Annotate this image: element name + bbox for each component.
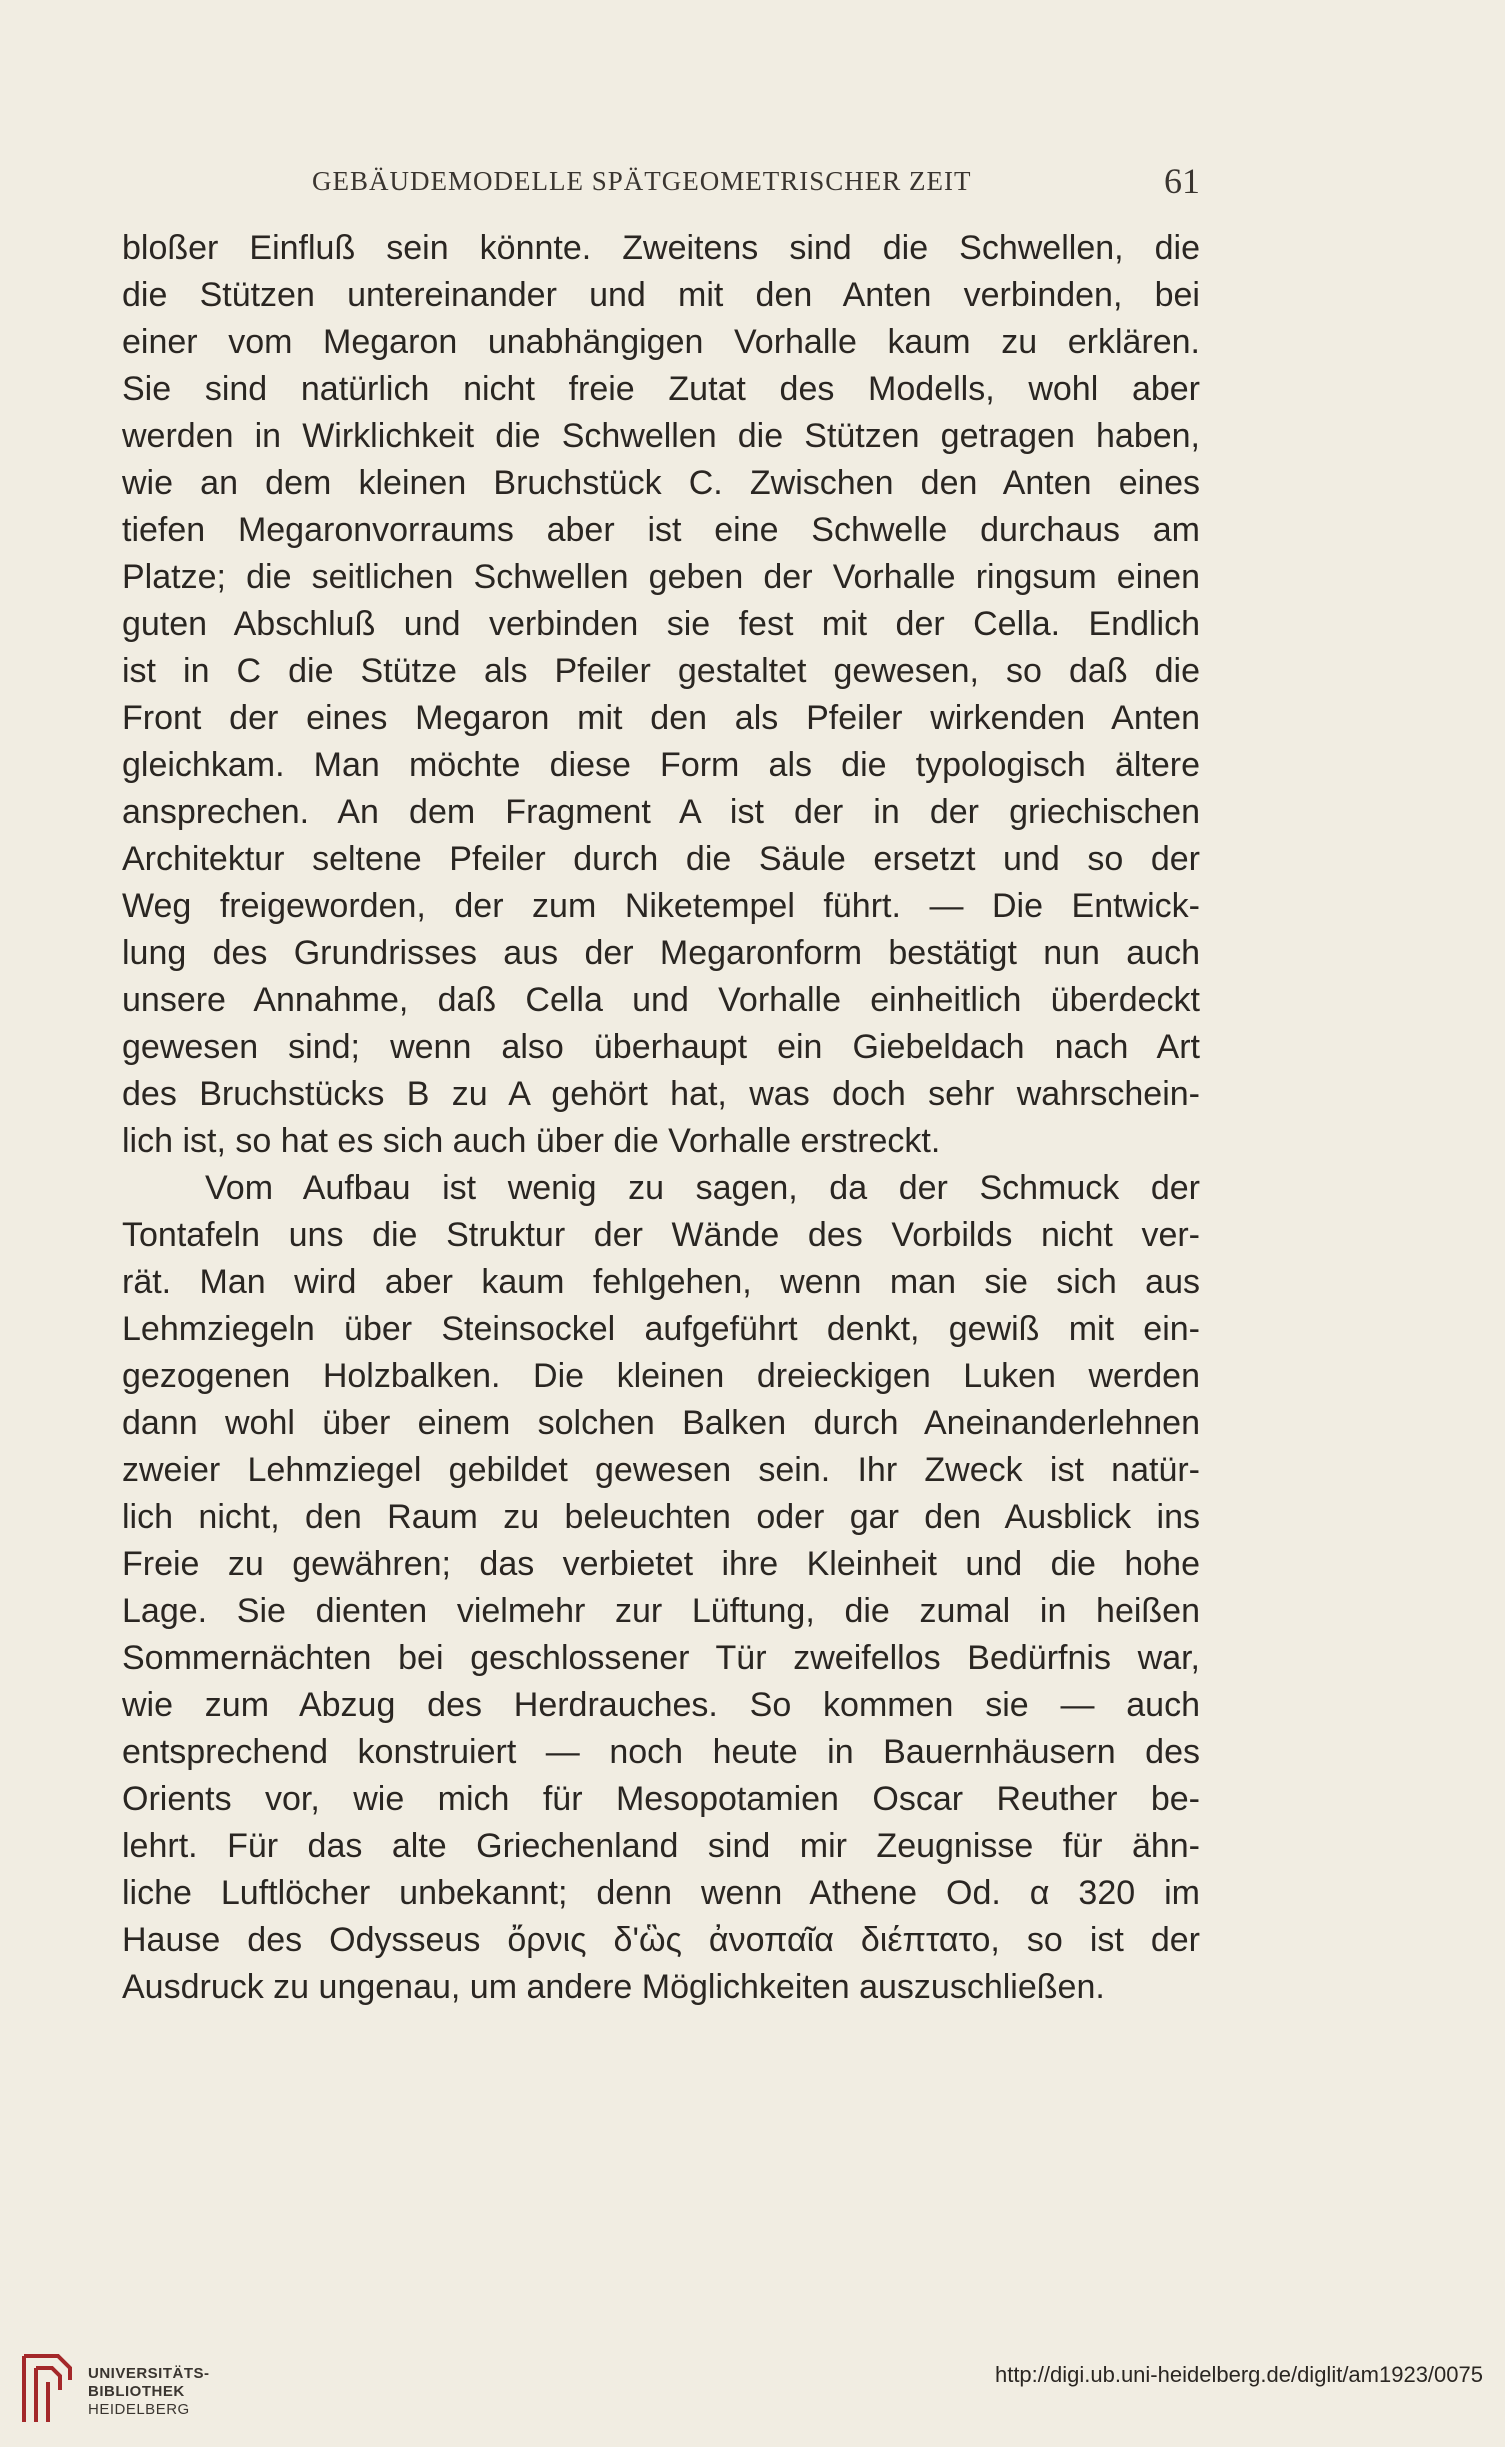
text-line: Hause des Odysseus ὄρνις δ'ὣς ἀνοπαῖα διέπτατο, so ist der (122, 1921, 1200, 1959)
page-header (122, 160, 1200, 210)
text-line: lich nicht, den Raum zu beleuchten oder gar den Ausblick ins (122, 1498, 1200, 1536)
text-line: unsere Annahme, daß Cella und Vorhalle einheitlich überdeckt (122, 981, 1200, 1019)
text-body (122, 225, 1200, 2011)
text-line: Front der eines Megaron mit den als Pfeiler wirkenden Anten (122, 699, 1200, 737)
text-line: wie an dem kleinen Bruchstück C. Zwischen den Anten eines (122, 464, 1200, 502)
text-line: gleichkam. Man möchte diese Form als die typologisch ältere (122, 746, 1200, 784)
text-line: rät. Man wird aber kaum fehlgehen, wenn man sie sich aus (122, 1263, 1200, 1301)
text-line: ansprechen. An dem Fragment A ist der in der griechischen (122, 793, 1200, 831)
text-line: ist in C die Stütze als Pfeiler gestaltet gewesen, so daß die (122, 652, 1200, 690)
running-head: GEBÄUDEMODELLE SPÄTGEOMETRISCHER ZEIT (312, 166, 972, 196)
text-line: dann wohl über einem solchen Balken durch Aneinanderlehnen (122, 1404, 1200, 1442)
text-line: gezogenen Holzbalken. Die kleinen dreieckigen Luken werden (122, 1357, 1200, 1395)
text-line: die Stützen untereinander und mit den Anten verbinden, bei (122, 276, 1200, 314)
text-line: des Bruchstücks B zu A gehört hat, was doch sehr wahrschein- (122, 1075, 1200, 1113)
library-name-line: HEIDELBERG (88, 2401, 190, 2418)
text-line: Freie zu gewähren; das verbietet ihre Kleinheit und die hohe (122, 1545, 1200, 1583)
text-line: lung des Grundrisses aus der Megaronform bestätigt nun auch (122, 934, 1200, 972)
text-line: gewesen sind; wenn also überhaupt ein Giebeldach nach Art (122, 1028, 1200, 1066)
text-line: lich ist, so hat es sich auch über die Vorhalle erstreckt. (122, 1122, 941, 1160)
text-line: Platze; die seitlichen Schwellen geben der Vorhalle ringsum einen (122, 558, 1200, 596)
text-line: Weg freigeworden, der zum Niketempel führt. — Die Entwick- (122, 887, 1200, 925)
text-line: bloßer Einfluß sein könnte. Zweitens sind die Schwellen, die (122, 229, 1200, 267)
text-line: Ausdruck zu ungenau, um andere Möglichkeiten auszuschließen. (122, 1968, 1105, 2006)
text-line: einer vom Megaron unabhängigen Vorhalle kaum zu erklären. (122, 323, 1200, 361)
text-line: werden in Wirklichkeit die Schwellen die Stützen getragen haben, (122, 417, 1200, 455)
source-url-link[interactable]: http://digi.ub.uni-heidelberg.de/diglit/am1923/0075 (994, 2362, 1483, 2387)
text-line: Architektur seltene Pfeiler durch die Säule ersetzt und so der (122, 840, 1200, 878)
footer (0, 2330, 1505, 2447)
text-line: wie zum Abzug des Herdrauches. So kommen sie — auch (122, 1686, 1200, 1724)
text-line: tiefen Megaronvorraums aber ist eine Schwelle durchaus am (122, 511, 1200, 549)
text-line: liche Luftlöcher unbekannt; denn wenn Athene Od. α 320 im (122, 1874, 1200, 1912)
library-name (88, 2365, 210, 2419)
text-line: Tontafeln uns die Struktur der Wände des Vorbilds nicht ver- (122, 1216, 1200, 1254)
text-line: entsprechend konstruiert — noch heute in Bauernhäusern des (122, 1733, 1200, 1771)
text-line: lehrt. Für das alte Griechenland sind mir Zeugnisse für ähn- (122, 1827, 1200, 1865)
text-line: Lehmziegeln über Steinsockel aufgeführt denkt, gewiß mit ein- (122, 1310, 1200, 1348)
text-line: Orients vor, wie mich für Mesopotamien Oscar Reuther be- (122, 1780, 1200, 1818)
text-line: Lage. Sie dienten vielmehr zur Lüftung, die zumal in heißen (122, 1592, 1200, 1630)
text-line: Sommernächten bei geschlossener Tür zweifellos Bedürfnis war, (122, 1639, 1200, 1677)
text-line: Vom Aufbau ist wenig zu sagen, da der Schmuck der (205, 1169, 1200, 1207)
library-logo-icon (18, 2350, 76, 2428)
text-line: Sie sind natürlich nicht freie Zutat des Modells, wohl aber (122, 370, 1200, 408)
page-number: 61 (1164, 161, 1200, 201)
text-line: zweier Lehmziegel gebildet gewesen sein. Ihr Zweck ist natür- (122, 1451, 1200, 1489)
text-line: guten Abschluß und verbinden sie fest mit der Cella. Endlich (122, 605, 1200, 643)
library-name-line: BIBLIOTHEK (88, 2383, 185, 2400)
library-name-line: UNIVERSITÄTS- (88, 2365, 210, 2382)
